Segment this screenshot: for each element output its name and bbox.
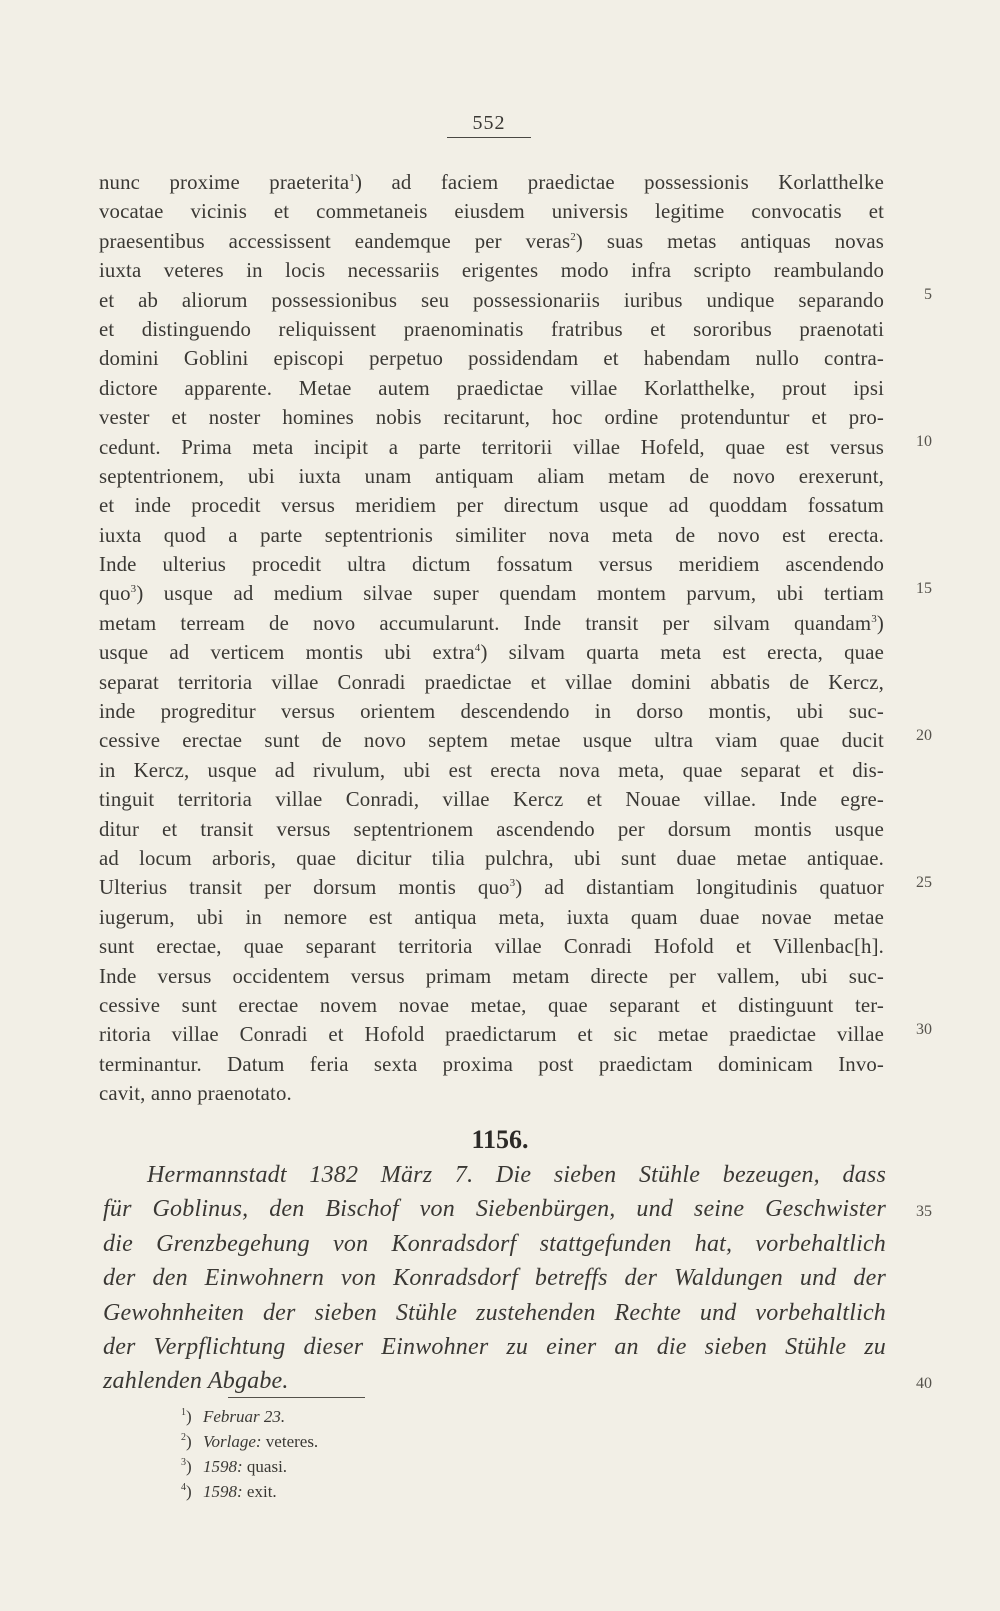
footnote: [181, 1454, 318, 1479]
regest-line: Gewohnheiten der sieben Stühle zustehenden Rechte und vorbehaltlich: [103, 1299, 886, 1326]
regest: [103, 1158, 886, 1399]
text-line: domini Goblini episcopi perpetuo possidendam et habendam nullo contra-: [99, 347, 884, 371]
text-line: ditur et transit versus septentrionem ascendendo per dorsum montis usque: [99, 817, 884, 841]
text-line: quo$^3$) usque ad medium silvae super quendam montem parvum, ubi tertiam: [99, 582, 884, 606]
footnote-mark: $^2$): [181, 1432, 192, 1451]
document-number: 1156.: [471, 1125, 529, 1154]
text-line: dictore apparente. Metae autem praedictae villae Korlatthelke, prout ipsi: [99, 376, 884, 400]
text-line: terminantur. Datum feria sexta proxima post praedictam dominicam Invo-: [99, 1052, 884, 1076]
line-number: 25: [916, 874, 932, 891]
text-line: nunc proxime praeterita$^1$) ad faciem praedictae possessionis Korlatthelke: [99, 171, 885, 194]
text-line: inde progreditur versus orientem descendendo in dorso montis, ubi suc-: [99, 700, 884, 724]
footnote-ref: 3: [871, 612, 877, 625]
text-line: ad locum arboris, quae dicitur tilia pulchra, ubi sunt duae metae antiquae.: [99, 846, 884, 870]
footnote-rule: [228, 1397, 365, 1398]
text-line: separat territoria villae Conradi praedictae et villae domini abbatis de Kercz,: [99, 670, 884, 694]
footnotes: [181, 1404, 318, 1504]
regest-line: der den Einwohnern von Konradsdorf betreffs der Waldungen und der: [103, 1265, 886, 1292]
footnote-reading: exit.: [246, 1482, 277, 1501]
line-number: 15: [916, 580, 932, 597]
text-line: metam terream de novo accumularunt. Inde transit per silvam quandam$^3$): [99, 611, 884, 635]
footnote-ref: 1: [349, 172, 355, 184]
line-number: 40: [916, 1375, 932, 1392]
text-line: ritoria villae Conradi et Hofold praedictarum et sic metae praedictae villae: [99, 1023, 884, 1047]
line-number: 10: [916, 433, 932, 450]
regest-line: zahlenden Abgabe.: [103, 1368, 289, 1395]
footnote-mark: $^1$): [181, 1407, 192, 1426]
footnote-source: Vorlage:: [203, 1432, 262, 1451]
text-line: vester et noster homines nobis recitarunt, hoc ordine protenduntur et pro-: [99, 406, 884, 430]
text-line: tinguit territoria villae Conradi, villae Kercz et Nouae villae. Inde egre-: [99, 788, 884, 812]
footnote: [181, 1429, 318, 1454]
charter-text: [99, 168, 884, 1109]
text-line: septentrionem, ubi iuxta unam antiquam aliam metam de novo erexerunt,: [99, 464, 884, 488]
regest-line: für Goblinus, den Bischof von Siebenbürgen, und seine Geschwister: [103, 1196, 886, 1223]
text-line: et distinguendo reliquissent praenominatis fratribus et sororibus praenotati: [99, 317, 884, 341]
page-number: 552: [447, 112, 531, 138]
regest-line: der Verpflichtung dieser Einwohner zu einer an die sieben Stühle zu: [103, 1333, 886, 1360]
footnote-mark: $^3$): [181, 1457, 192, 1476]
footnote-ref: 4: [474, 642, 481, 655]
text-line: et inde procedit versus meridiem per directum usque ad quoddam fossatum: [99, 494, 884, 518]
text-line: usque ad verticem montis ubi extra$^4$) silvam quarta meta est erecta, quae: [99, 641, 884, 665]
text-line: in Kercz, usque ad rivulum, ubi est erecta nova meta, quae separat et dis-: [99, 758, 884, 782]
footnote-reading: veteres.: [265, 1432, 319, 1451]
line-number: 20: [916, 727, 932, 744]
text-line: cavit, anno praenotato.: [99, 1082, 292, 1106]
text-line: Ulterius transit per dorsum montis quo$^3$) ad distantiam longitudinis quatuor: [99, 876, 884, 900]
text-line: Inde ulterius procedit ultra dictum fossatum versus meridiem ascendendo: [99, 553, 884, 577]
footnote: [181, 1479, 318, 1504]
text-line: cessive sunt erectae novem novae metae, quae separant et distinguunt ter-: [99, 993, 884, 1017]
footnote: [181, 1404, 318, 1429]
regest-line: Hermannstadt 1382 März 7. Die sieben Stühle bezeugen, dass: [147, 1162, 886, 1188]
footnote-source: 1598:: [203, 1482, 243, 1501]
footnote-ref: 3: [509, 877, 516, 890]
footnote-source: Februar 23.: [203, 1407, 286, 1426]
footnote-ref: 3: [130, 583, 137, 596]
footnote-reading: quasi.: [246, 1457, 288, 1476]
footnote-source: 1598:: [203, 1457, 243, 1476]
line-number: 5: [924, 286, 932, 303]
line-number: 30: [916, 1021, 932, 1038]
text-line: sunt erectae, quae separant territoria villae Conradi Hofold et Villenbac[h].: [99, 935, 884, 959]
text-line: et ab aliorum possessionibus seu possessionariis iuribus undique separando: [99, 288, 884, 312]
line-number: 35: [916, 1203, 932, 1220]
footnote-ref: 2: [570, 230, 576, 243]
regest-line: die Grenzbegehung von Konradsdorf stattgefunden hat, vorbehaltlich: [103, 1230, 886, 1257]
text-line: cessive erectae sunt de novo septem metae usque ultra viam quae ducit: [99, 729, 884, 753]
text-line: iuxta quod a parte septentrionis similiter nova meta de novo est erecta.: [99, 523, 884, 547]
text-line: vocatae vicinis et commetaneis eiusdem universis legitime convocatis et: [99, 200, 884, 224]
text-line: iuxta veteres in locis necessariis erigentes modo infra scripto reambulando: [99, 259, 884, 283]
footnote-mark: $^4$): [181, 1482, 192, 1501]
text-line: praesentibus accessissent eandemque per veras$^2$) suas metas antiquas novas: [99, 229, 884, 253]
text-line: iugerum, ubi in nemore est antiqua meta, iuxta quam duae novae metae: [99, 905, 884, 929]
text-line: cedunt. Prima meta incipit a parte territorii villae Hofeld, quae est versus: [99, 435, 884, 459]
text-line: Inde versus occidentem versus primam metam directe per vallem, ubi suc-: [99, 964, 884, 988]
